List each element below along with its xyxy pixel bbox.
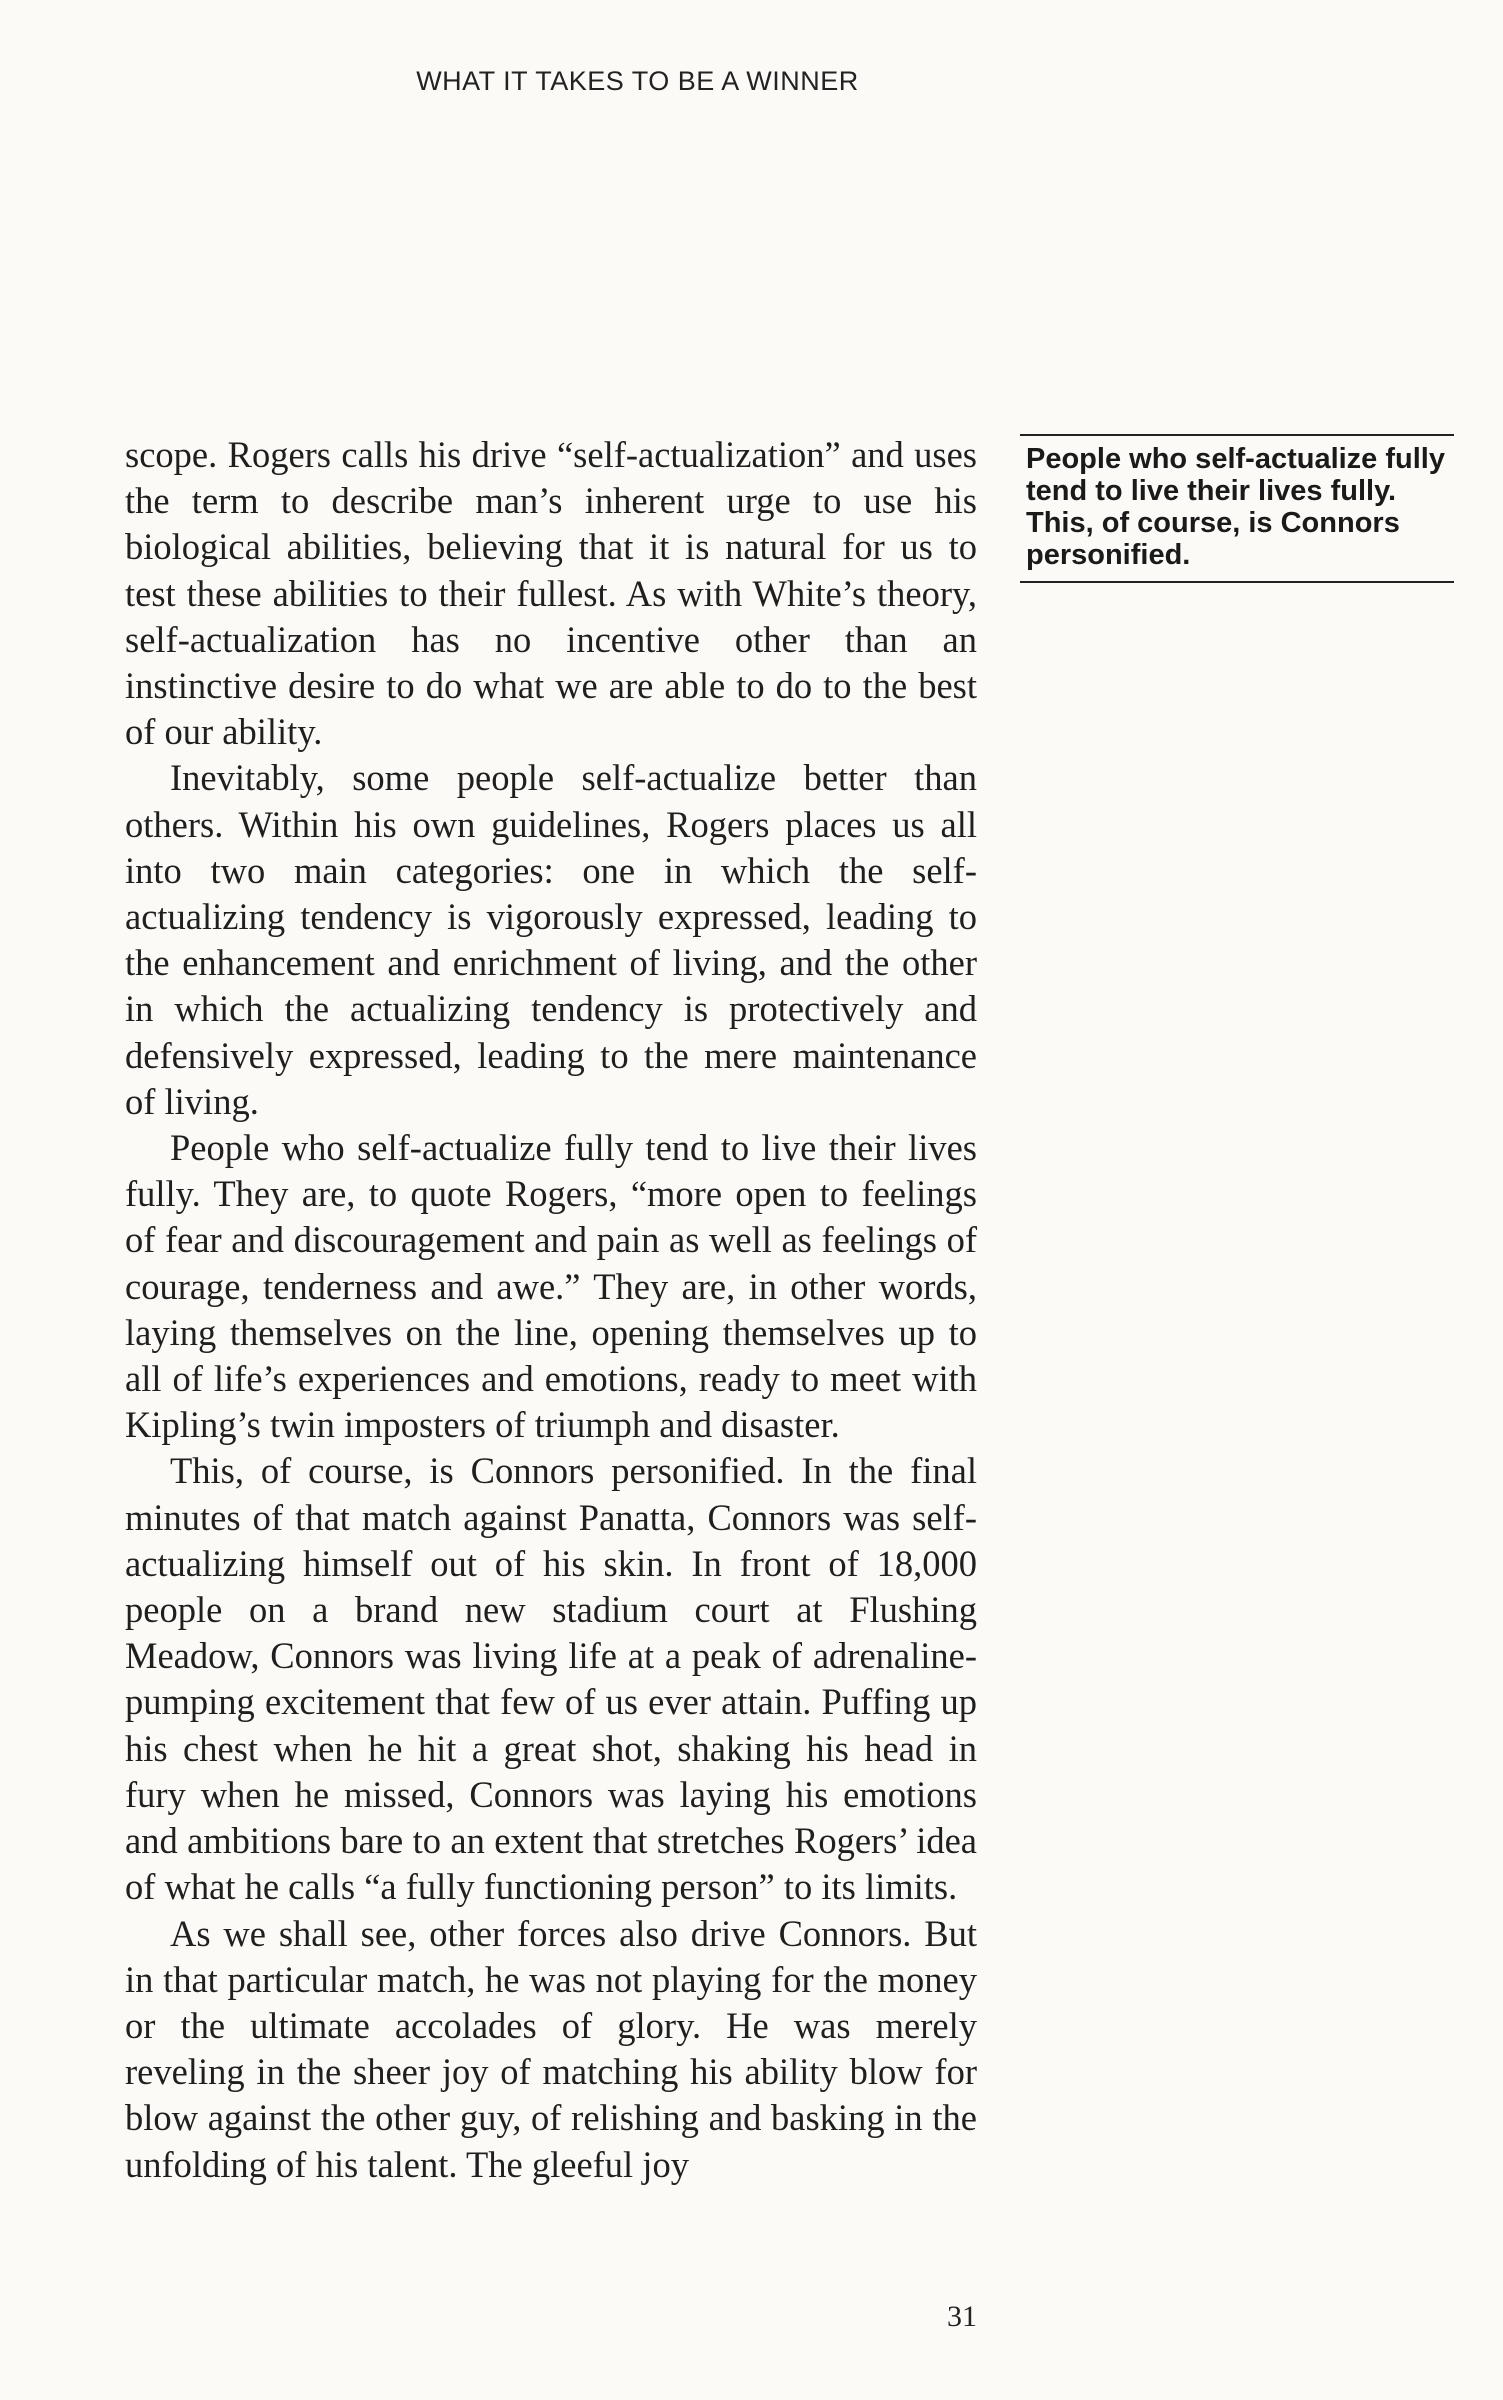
pull-quote: People who self-actualize fully tend to live their lives fully. This, of course, is Connors personified. bbox=[1020, 434, 1454, 583]
paragraph-3: People who self-actualize fully tend to live their lives fully. They are, to quote Rogers, “more open to feelings of fear and discouragement and pain as well as feelings of courage, tenderness and awe.” They are, in other words, laying themselves on the line, opening themselves up to all of life’s experiences and emotions, ready to meet with Kipling’s twin imposters of triumph and disaster. bbox=[125, 1127, 977, 1446]
paragraph-5: As we shall see, other forces also drive Connors. But in that particular match, he was not playing for the money or the ultimate accolades of glory. He was merely reveling in the sheer joy of matching his ability blow for blow against the other guy, of relishing and basking in the unfolding of his talent. The gleeful joy bbox=[125, 1912, 977, 2185]
running-head: WHAT IT TAKES TO BE A WINNER bbox=[416, 66, 859, 96]
paragraph-2: Inevitably, some people self-actualize better than others. Within his own guidelines, Rogers places us all into two main categories: one in which the self-actualizing tendency is vigorously expressed, leading to the enhancement and enrichment of living, and the other in which the actualizing tendency is protectively and defensively expressed, leading to the mere maintenance of living. bbox=[125, 757, 977, 1122]
paragraph-1: scope. Rogers calls his drive “self-actualization” and uses the term to describe man’s inherent urge to use his biological abilities, believing that it is natural for us to test these abilities to their fullest. As with White’s theory, self-actualization has no incentive other than an instinctive desire to do what we are able to do to the best of our ability. bbox=[125, 434, 977, 753]
body-text bbox=[125, 432, 977, 2188]
paragraph-4: This, of course, is Connors personified. In the final minutes of that match against Panatta, Connors was self-actualizing himself out of his skin. In front of 18,000 people on a brand new stadium court at Flushing Meadow, Connors was living life at a peak of adrenaline-pumping excitement that few of us ever attain. Puffing up his chest when he hit a great shot, shaking his head in fury when he missed, Connors was laying his emotions and ambitions bare to an extent that stretches Rogers’ idea of what he calls “a fully functioning person” to its limits. bbox=[125, 1450, 977, 1908]
page-number: 31 bbox=[947, 2300, 977, 2333]
